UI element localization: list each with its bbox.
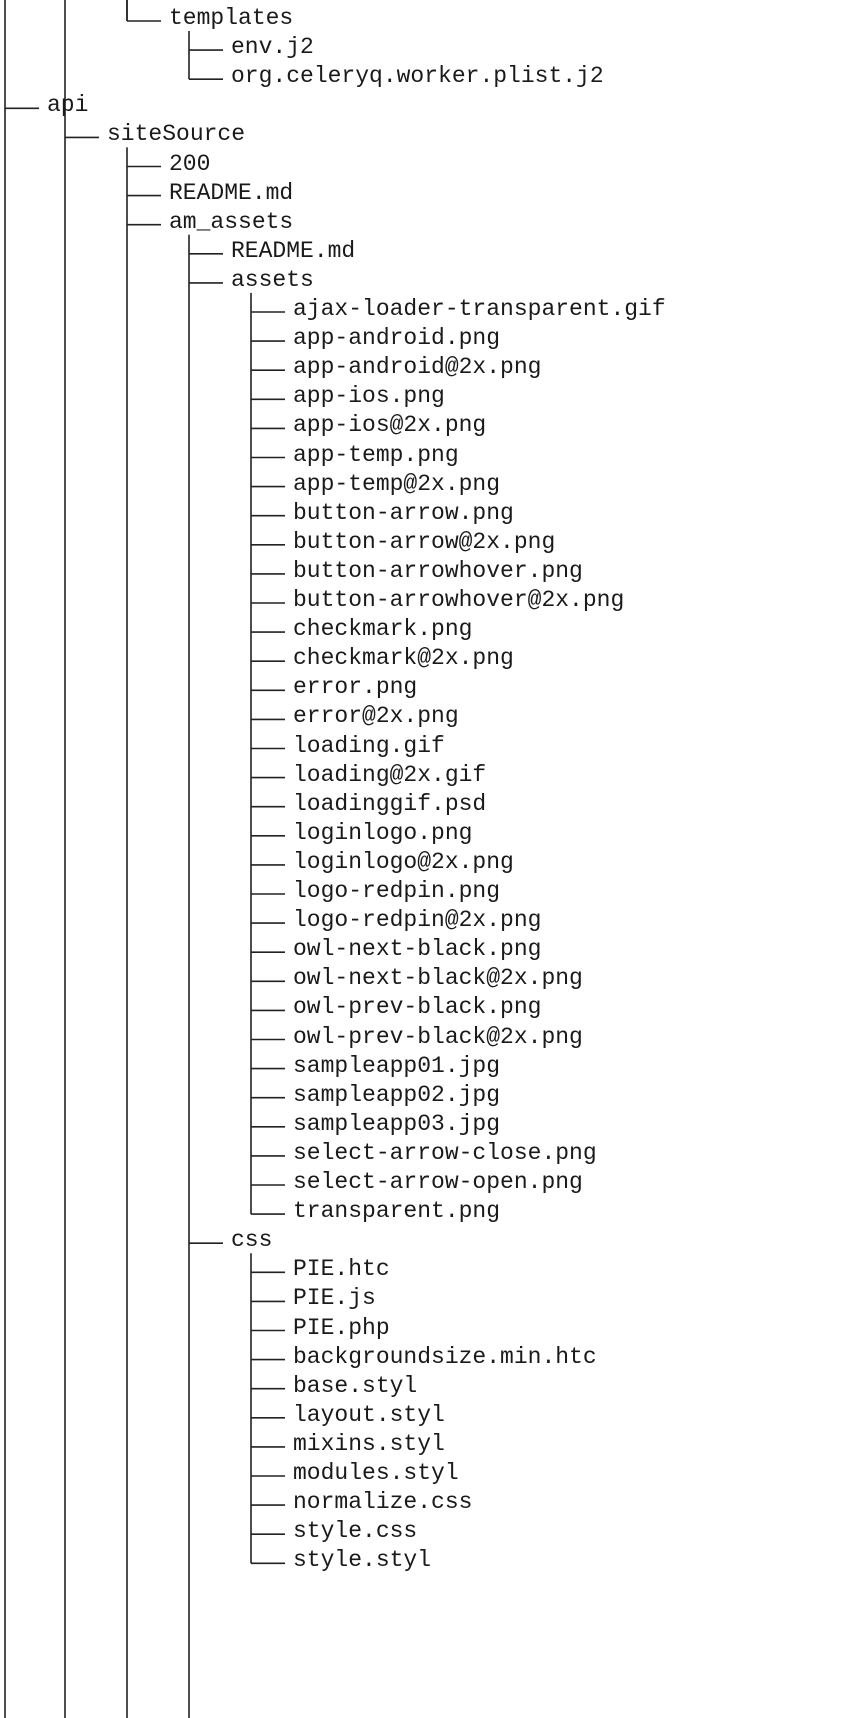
- tree-entry-label: api: [47, 92, 89, 119]
- tree-entry-label: assets: [231, 266, 314, 293]
- tree-entry-label: error.png: [293, 674, 418, 701]
- tree-entry-label: app-temp.png: [293, 441, 459, 468]
- tree-entry-label: checkmark@2x.png: [293, 645, 514, 672]
- tree-entry-label: style.css: [293, 1518, 418, 1545]
- tree-entry-label: error@2x.png: [293, 703, 459, 730]
- tree-entry-label: siteSource: [107, 121, 246, 148]
- tree-entry-label: select-arrow-open.png: [293, 1169, 583, 1195]
- tree-entry-label: base.styl: [293, 1372, 418, 1399]
- tree-entry-label: modules.styl: [293, 1460, 459, 1486]
- tree-entry-label: env.j2: [231, 34, 314, 61]
- tree-entry-label: logo-redpin.png: [293, 878, 501, 904]
- tree-entry-label: sampleapp03.jpg: [293, 1110, 501, 1137]
- tree-entry-label: transparent.png: [293, 1198, 501, 1225]
- tree-entry-label: ajax-loader-transparent.gif: [293, 296, 666, 322]
- tree-entry-label: logo-redpin@2x.png: [293, 907, 542, 934]
- tree-entry-label: templates: [169, 5, 294, 31]
- tree-entry-label: app-ios.png: [293, 383, 445, 410]
- tree-entry-label: app-android.png: [293, 325, 501, 352]
- tree-entry-label: style.styl: [293, 1547, 432, 1574]
- tree-entry-label: loginlogo@2x.png: [293, 848, 514, 875]
- tree-entry-label: mixins.styl: [293, 1430, 445, 1457]
- tree-entry-label: owl-next-black.png: [293, 936, 542, 963]
- tree-entry-label: button-arrow@2x.png: [293, 528, 556, 555]
- tree-entry-label: loadinggif.psd: [293, 790, 487, 817]
- tree-entry-label: loading@2x.gif: [293, 761, 487, 788]
- tree-entry-label: loading.gif: [293, 732, 445, 759]
- tree-entry-label: owl-next-black@2x.png: [293, 965, 583, 992]
- tree-entry-label: app-ios@2x.png: [293, 412, 487, 439]
- tree-entry-label: PIE.js: [293, 1285, 376, 1312]
- tree-entry-label: README.md: [231, 237, 356, 264]
- tree-entry-label: owl-prev-black@2x.png: [293, 1023, 583, 1050]
- tree-entry-label: css: [231, 1227, 273, 1254]
- tree-entry-label: owl-prev-black.png: [293, 994, 542, 1021]
- tree-entry-label: sampleapp01.jpg: [293, 1052, 501, 1079]
- tree-entry-label: README.md: [169, 179, 294, 206]
- tree-entry-label: org.celeryq.worker.plist.j2: [231, 63, 604, 90]
- tree-entry-label: select-arrow-close.png: [293, 1139, 597, 1166]
- tree-entry-label: checkmark.png: [293, 616, 473, 643]
- tree-entry-label: button-arrowhover.png: [293, 557, 583, 584]
- tree-entry-label: app-temp@2x.png: [293, 470, 501, 497]
- tree-entry-label: am_assets: [169, 208, 294, 235]
- tree-entry-label: PIE.htc: [293, 1256, 390, 1283]
- tree-entry-label: backgroundsize.min.htc: [293, 1343, 597, 1370]
- tree-entry-label: loginlogo.png: [293, 819, 473, 846]
- tree-entry-label: button-arrow.png: [293, 499, 514, 526]
- tree-entry-label: app-android@2x.png: [293, 354, 542, 381]
- tree-entry-label: normalize.css: [293, 1489, 473, 1516]
- tree-entry-label: 200: [169, 150, 211, 177]
- tree-entry-label: layout.styl: [293, 1401, 445, 1428]
- tree-entry-label: button-arrowhover@2x.png: [293, 587, 625, 613]
- tree-entry-label: sampleapp02.jpg: [293, 1081, 501, 1108]
- tree-entry-label: PIE.php: [293, 1314, 390, 1341]
